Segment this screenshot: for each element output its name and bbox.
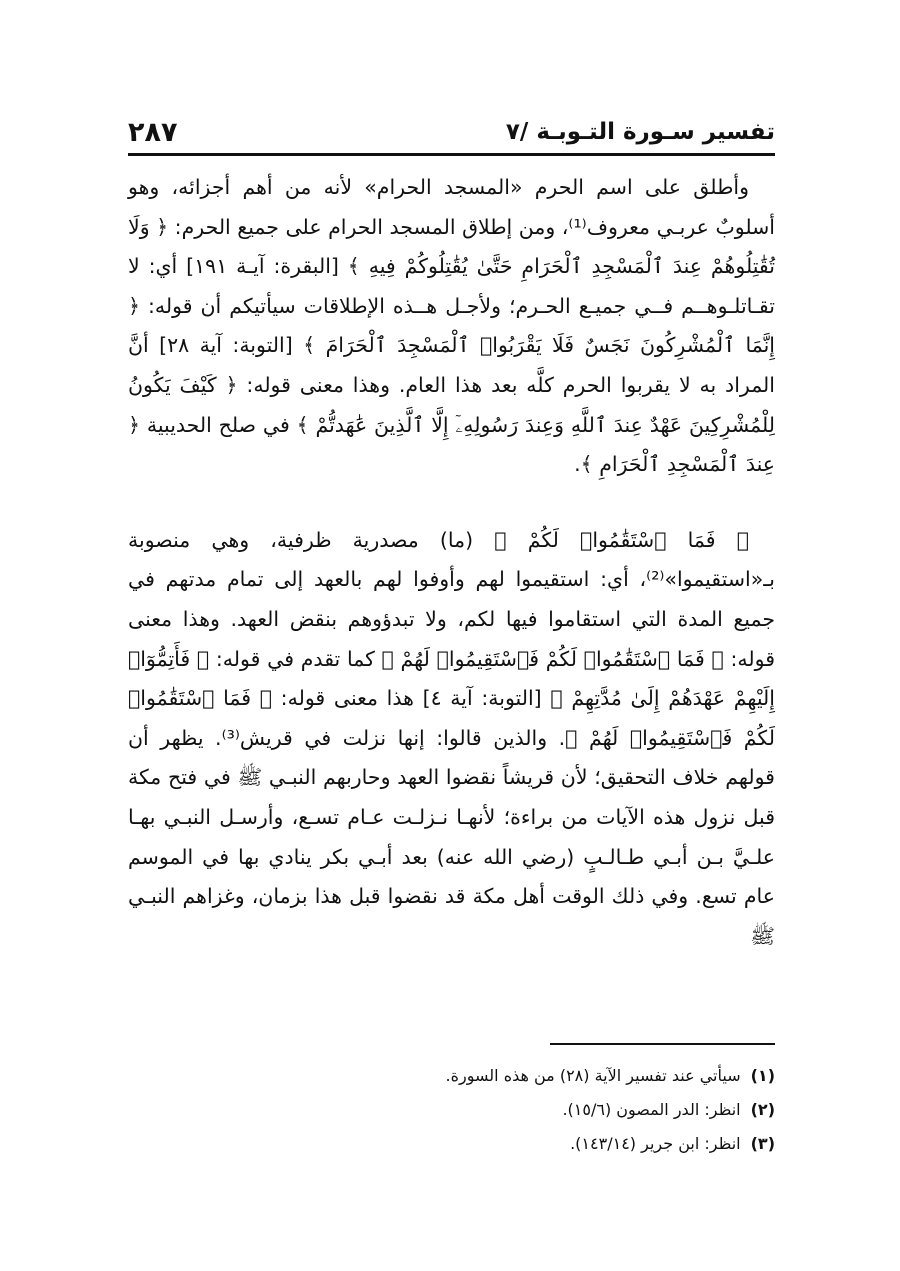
- footnote-text: انظر: الدر المصون (١٥/٦).: [562, 1100, 741, 1119]
- running-title: تفسير سـورة التـوبـة /٧: [505, 119, 775, 145]
- footnote: [128, 1093, 775, 1127]
- footnote-number: (٣): [750, 1134, 775, 1153]
- header-rule: [128, 153, 775, 156]
- paragraph: وأطلق على اسم الحرم «المسجد الحرام» لأنه من أهم أجزائه، وهو أسلوبٌ عربـي معروف⁽¹⁾، ومن إطلاق المسجد الحرام على جميع الحرم: ﴿ وَلَا تُقَٰتِلُوهُمْ عِندَ ٱلْمَسْجِدِ ٱلْحَرَامِ حَتَّىٰ يُقَٰتِلُوكُمْ فِيهِ ﴾ [البقرة: آيـة ١٩١] أي: لا تقـاتلـوهــم فــي جميـع الحـرم؛ ولأجـل هــذه الإطلاقات سيأتيكم أن قوله: ﴿ إِنَّمَا ٱلْمُشْرِكُونَ نَجَسٌ فَلَا يَقْرَبُوا۟ ٱلْمَسْجِدَ ٱلْحَرَامَ ﴾ [التوبة: آية ٢٨] أنَّ المراد به لا يقربوا الحرم كلَّه بعد هذا العام. وهذا معنى قوله: ﴿ كَيْفَ يَكُونُ لِلْمُشْرِكِينَ عَهْدٌ عِندَ ٱللَّهِ وَعِندَ رَسُولِهِۦٓ إِلَّا ٱلَّذِينَ عَٰهَدتُّمْ ﴾ في صلح الحديبية ﴿ عِندَ ٱلْمَسْجِدِ ٱلْحَرَامِ ﴾.: [128, 175, 776, 477]
- footnote: [128, 1059, 775, 1093]
- page-number: ٢٨٧: [128, 116, 178, 148]
- footnote-text: انظر: ابن جرير (١٤٣/١٤).: [570, 1134, 741, 1153]
- footnote-number: (١): [750, 1066, 775, 1085]
- page-header: [128, 112, 775, 152]
- paragraph: ﴿ فَمَا ٱسْتَقَٰمُوا۟ لَكُمْ ﴾ (ما) مصدرية ظرفية، وهي منصوبة بـ«استقيموا»⁽²⁾، أي: استقيموا لهم وأوفوا لهم بالعهد إلى تمام مدتهم في جميع المدة التي استقاموا فيها لكم، ولا تبدؤوهم بنقض العهد. وهذا معنى قوله: ﴿ فَمَا ٱسْتَقَٰمُوا۟ لَكُمْ فَٱسْتَقِيمُوا۟ لَهُمْ ﴾ كما تقدم في قوله: ﴿ فَأَتِمُّوٓا۟ إِلَيْهِمْ عَهْدَهُمْ إِلَىٰ مُدَّتِهِمْ ﴾ [التوبة: آية ٤] هذا معنى قوله: ﴿ فَمَا ٱسْتَقَٰمُوا۟ لَكُمْ فَٱسْتَقِيمُوا۟ لَهُمْ ﴾. والذين قالوا: إنها نزلت في قريش⁽³⁾. يظهر أن قولهم خلاف التحقيق؛ لأن قريشاً نقضوا العهد وحاربهم النبـي ﷺ في فتح مكة قبل نزول هذه الآيات من براءة؛ لأنهـا نـزلـت عـام تسـع، وأرسـل النبـي بهـا علـيَّ بـن أبـي طـالـبٍ (رضي الله عنه) بعد أبـي بكر ينادي بها في الموسم عام تسع. وفي ذلك الوقت أهل مكة قد نقضوا قبل هذا بزمان، وغزاهم النبـي ﷺ: [128, 527, 776, 948]
- footnote-text: سيأتي عند تفسير الآية (٢٨) من هذه السورة.: [445, 1066, 741, 1085]
- footnote-separator: [550, 1043, 775, 1045]
- footnotes: [128, 1059, 775, 1161]
- footnote-number: (٢): [750, 1100, 775, 1119]
- main-text: [128, 168, 775, 956]
- footnote: [128, 1127, 775, 1161]
